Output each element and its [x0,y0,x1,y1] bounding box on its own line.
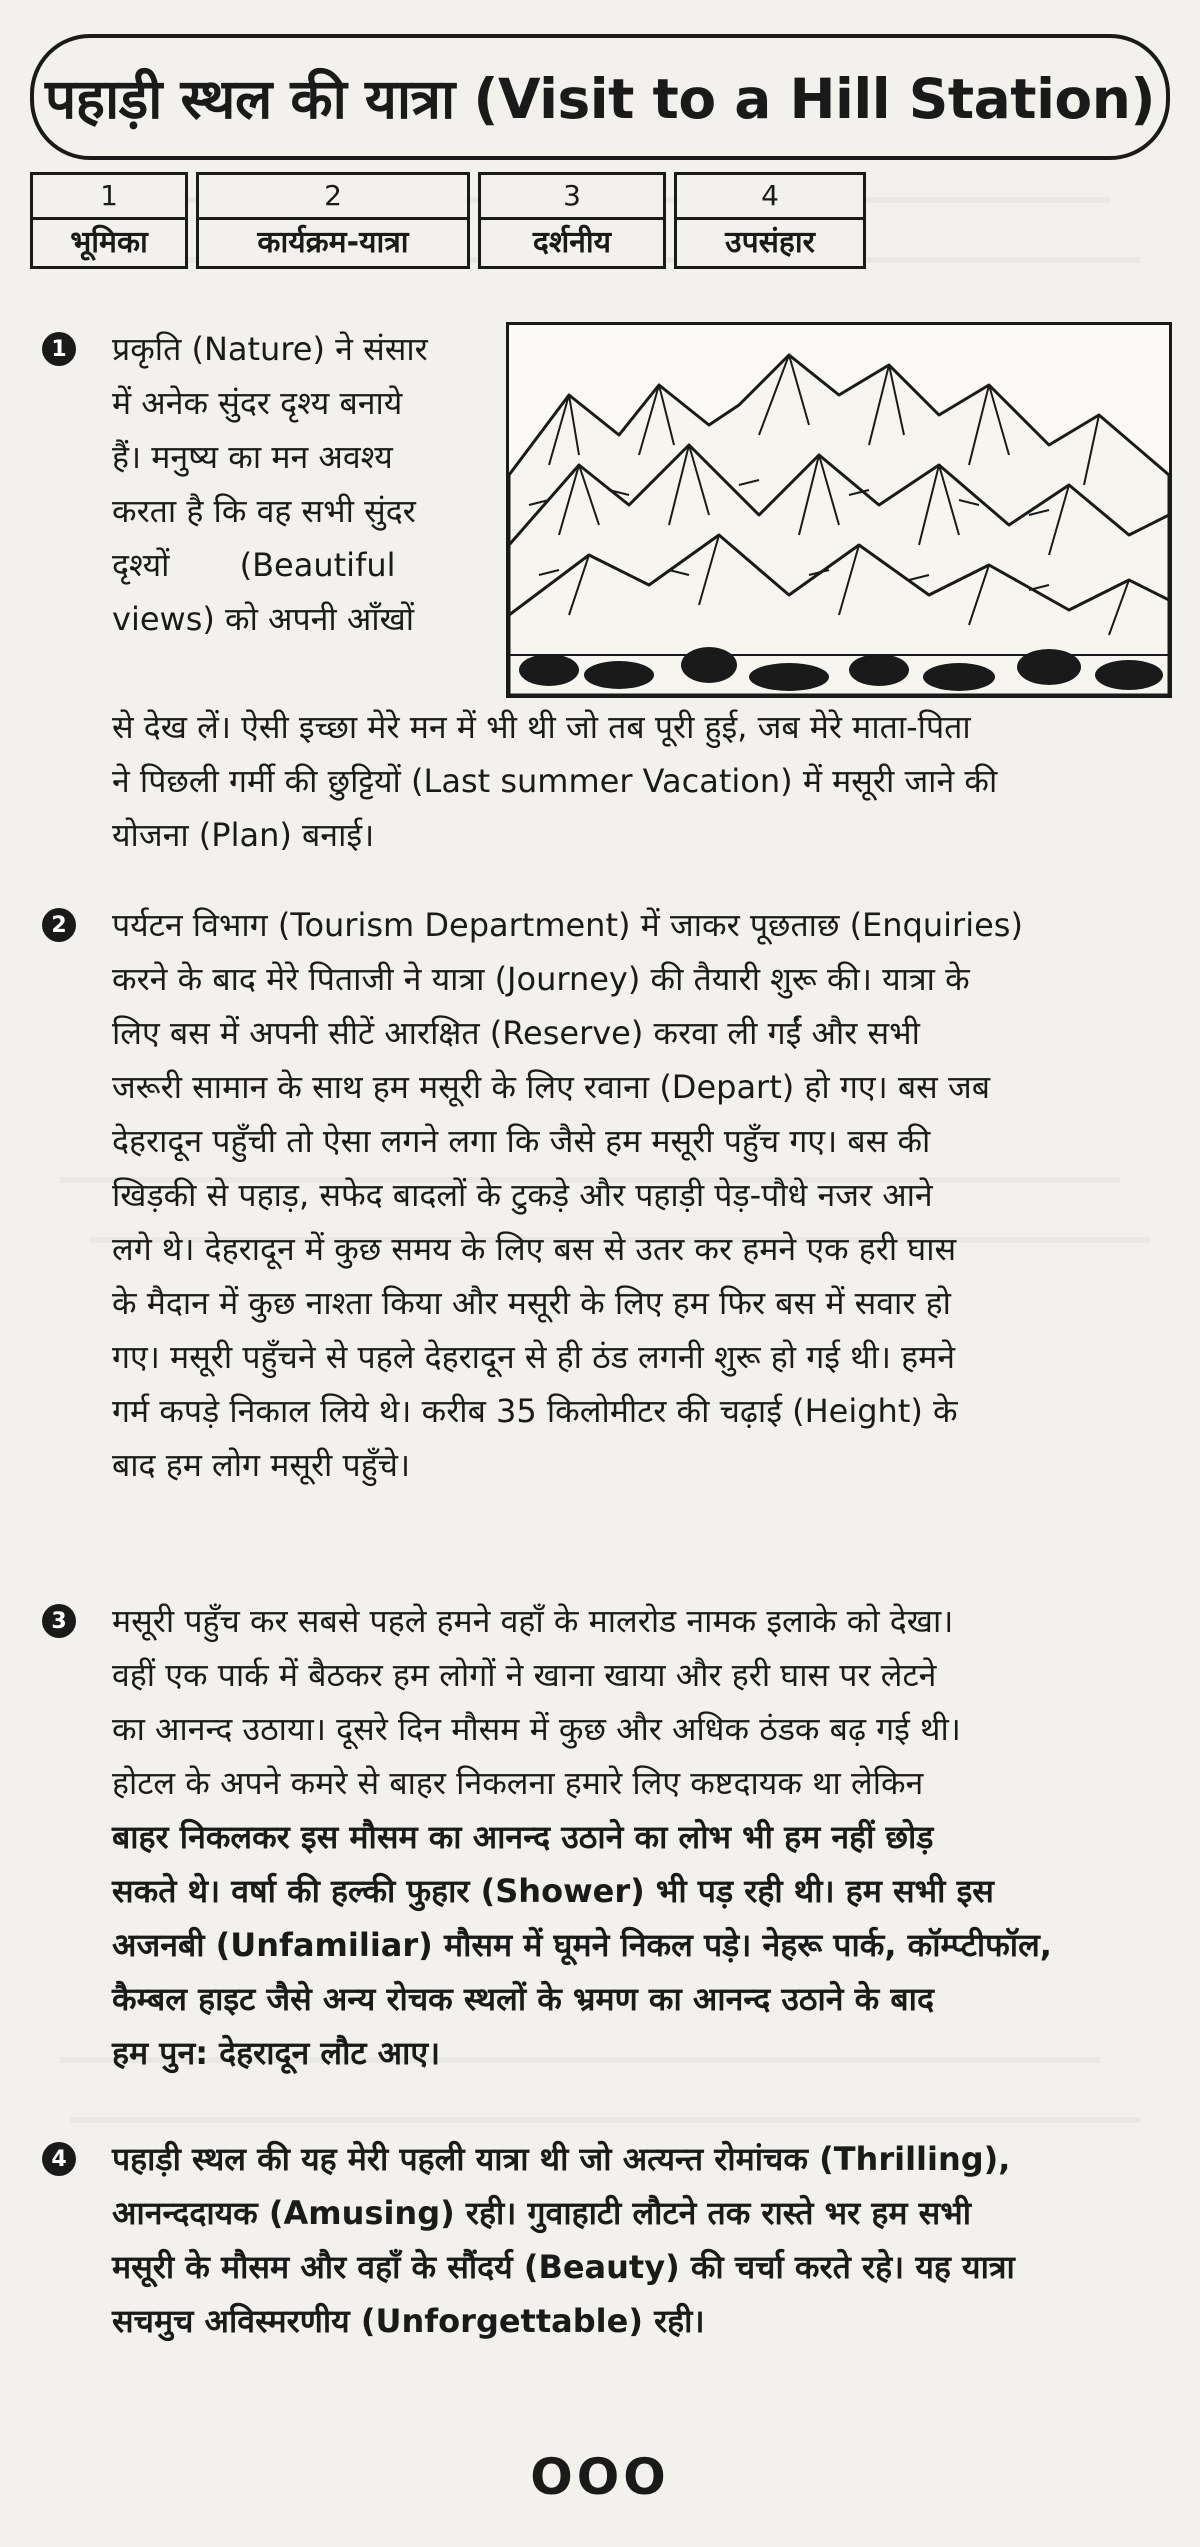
paragraph-number-badge: 3 [42,1604,76,1638]
text-line: views) को अपनी आँखों [112,600,415,638]
paragraph-4 [112,2132,1182,2348]
outline-label: भूमिका [70,225,148,260]
text-line: मसूरी पहुँच कर सबसे पहले हमने वहाँ के मालरोड नामक इलाके को देखा। [112,1602,954,1640]
paragraph-number-badge: 2 [42,908,76,942]
paragraph-2 [112,898,1182,1492]
text-line: ने पिछली गर्मी की छुट्टियों (Last summer Vacation) में मसूरी जाने की [112,762,998,800]
paragraph-number-badge: 4 [42,2142,76,2176]
outline-number: 4 [677,175,863,220]
text-line: गए। मसूरी पहुँचने से पहले देहरादून से ही ठंड लगनी शुरू हो गई थी। हमने [112,1338,956,1376]
text-line: सचमुच अविस्मरणीय (Unforgettable) रही। [112,2302,705,2340]
essay-title: पहाड़ी स्थल की यात्रा (Visit to a Hill Station) [45,66,1155,131]
text-line: आनन्ददायक (Amusing) रही। गुवाहाटी लौटने तक रास्ते भर हम सभी [112,2194,972,2232]
text-line: होटल के अपने कमरे से बाहर निकलना हमारे लिए कष्टदायक था लेकिन [112,1764,924,1802]
outline-item [196,172,470,269]
text-line: देहरादून पहुँची तो ऐसा लगने लगा कि जैसे हम मसूरी पहुँच गए। बस की [112,1122,931,1160]
text-line: के मैदान में कुछ नाश्ता किया और मसूरी के लिए हम फिर बस में सवार हो [112,1284,951,1322]
text-line: बाहर निकलकर इस मौसम का आनन्द उठाने का लोभ भी हम नहीं छोड़ [112,1818,934,1856]
text-line: वहीं एक पार्क में बैठकर हम लोगों ने खाना खाया और हरी घास पर लेटने [112,1656,937,1694]
outline-table [30,172,866,269]
outline-item [30,172,188,269]
outline-number: 1 [33,175,185,220]
text-line: लगे थे। देहरादून में कुछ समय के लिए बस से उतर कर हमने एक हरी घास [112,1230,957,1268]
text-line: सकते थे। वर्षा की हल्की फुहार (Shower) भी पड़ रही थी। हम सभी इस [112,1872,994,1910]
mountain-illustration [506,322,1172,698]
text-line: का आनन्द उठाया। दूसरे दिन मौसम में कुछ और अधिक ठंडक बढ़ गई थी। [112,1710,961,1748]
text-line: खिड़की से पहाड़, सफेद बादलों के टुकड़े और पहाड़ी पेड़-पौधे नजर आने [112,1176,933,1214]
outline-item [674,172,866,269]
text-line: गर्म कपड़े निकाल लिये थे। करीब 35 किलोमीटर की चढ़ाई (Height) के [112,1392,958,1430]
text-line: पहाड़ी स्थल की यह मेरी पहली यात्रा थी जो अत्यन्त रोमांचक (Thrilling), [112,2140,1011,2178]
outline-item [478,172,666,269]
paragraph-1-full [112,700,1182,862]
text-line: करने के बाद मेरे पिताजी ने यात्रा (Journey) की तैयारी शुरू की। यात्रा के [112,960,970,998]
text-line: प्रकृति (Nature) ने संसार [112,330,428,368]
text-line: हैं। मनुष्य का मन अवश्य [112,438,393,476]
outline-label: दर्शनीय [532,225,612,260]
text-line: लिए बस में अपनी सीटें आरक्षित (Reserve) करवा ली गईं और सभी [112,1014,920,1052]
outline-number: 2 [199,175,467,220]
outline-number: 3 [481,175,663,220]
outline-label: कार्यक्रम-यात्रा [257,225,409,260]
text-line: अजनबी (Unfamiliar) मौसम में घूमने निकल पड़े। नेहरू पार्क, कॉम्प्टीफॉल, [112,1926,1052,1964]
text-line: बाद हम लोग मसूरी पहुँचे। [112,1446,411,1484]
text-line: जरूरी सामान के साथ हम मसूरी के लिए रवाना (Depart) हो गए। बस जब [112,1068,990,1106]
text-line: योजना (Plan) बनाई। [112,816,375,854]
text-line: कैम्बल हाइट जैसे अन्य रोचक स्थलों के भ्रमण का आनन्द उठाने के बाद [112,1980,934,2018]
text-line: दृश्यों (Beautiful [112,546,396,584]
text-line: से देख लें। ऐसी इच्छा मेरे मन में भी थी जो तब पूरी हुई, जब मेरे माता-पिता [112,708,971,746]
paragraph-1-wrapped [112,322,482,646]
text-line: पर्यटन विभाग (Tourism Department) में जाकर पूछताछ (Enquiries) [112,906,1023,944]
title-banner [30,34,1170,160]
paragraph-number-badge: 1 [42,332,76,366]
text-line: हम पुन: देहरादून लौट आए। [112,2034,441,2072]
mountains-icon [509,325,1169,695]
text-line: करता है कि वह सभी सुंदर [112,492,416,530]
paragraph-3 [112,1594,1182,2080]
outline-label: उपसंहार [725,225,815,260]
text-line: में अनेक सुंदर दृश्य बनाये [112,384,403,422]
ending-mark: OOO [530,2448,670,2506]
text-line: मसूरी के मौसम और वहाँ के सौंदर्य (Beauty) की चर्चा करते रहे। यह यात्रा [112,2248,1015,2286]
